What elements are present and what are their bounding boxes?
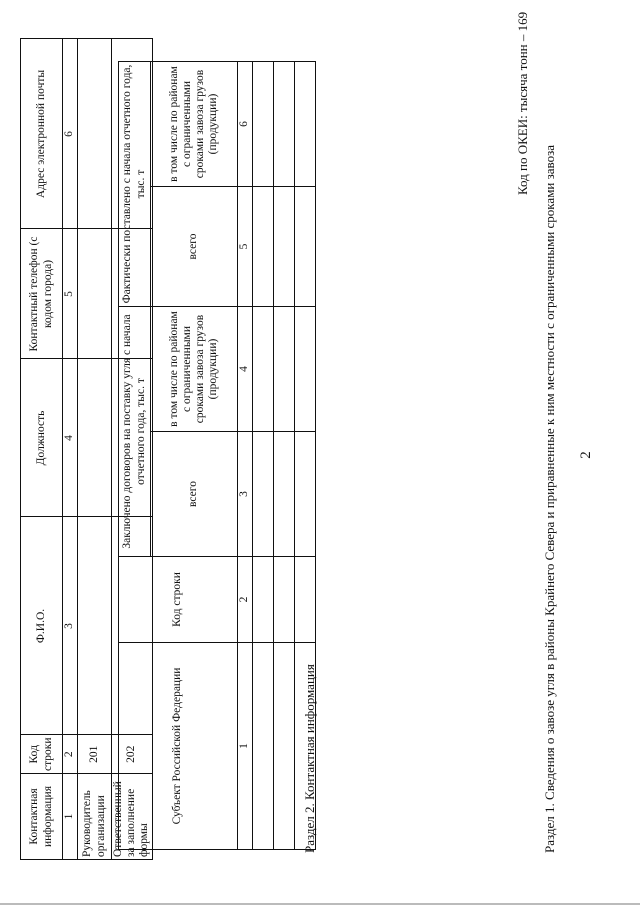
table-cell[interactable] xyxy=(274,557,295,643)
column-number: 3 xyxy=(63,517,78,735)
table-cell[interactable] xyxy=(274,187,295,307)
column-numbers-row xyxy=(238,62,253,850)
table-cell[interactable] xyxy=(253,432,274,557)
header-email: Адрес электронной почты xyxy=(21,39,63,229)
column-number: 5 xyxy=(63,229,78,359)
section1-title: Раздел 1. Сведения о завозе угля в районы Крайнего Севера и приравненные к ним местности с ограниченными сроками завоза xyxy=(542,145,557,853)
full-name-cell[interactable] xyxy=(78,517,112,735)
section2-title: Раздел 2. Контактная информация xyxy=(302,664,317,853)
table-cell[interactable] xyxy=(274,643,295,850)
email-cell[interactable] xyxy=(78,39,112,229)
table-cell[interactable] xyxy=(253,307,274,432)
column-numbers-row xyxy=(63,39,78,860)
table-cell[interactable] xyxy=(253,557,274,643)
header-row-code: Код строки xyxy=(21,735,63,774)
column-number: 6 xyxy=(63,39,78,229)
column-number: 1 xyxy=(63,774,78,860)
header-phone: Контактный телефон (с кодом города) xyxy=(21,229,63,359)
table-cell[interactable] xyxy=(253,187,274,307)
table-cell[interactable] xyxy=(253,62,274,187)
column-number: 5 xyxy=(238,187,253,307)
table-cell[interactable] xyxy=(274,62,295,187)
column-number: 2 xyxy=(63,735,78,774)
header-row-code: Код строки xyxy=(119,557,238,643)
okei-code: Код по ОКЕИ: тысяча тонн – 169 xyxy=(515,11,530,195)
header-delivered-limited: в том числе по районам с ограниченными сроками завоза грузов (продукции) xyxy=(151,62,238,187)
position-cell[interactable] xyxy=(112,359,153,517)
table-cell[interactable] xyxy=(274,307,295,432)
table-row xyxy=(78,39,112,860)
header-delivered-total: всего xyxy=(151,187,238,307)
header-position: Должность xyxy=(21,359,63,517)
header-contracted-limited: в том числе по районам с ограниченными сроками завоза грузов (продукции) xyxy=(151,307,238,432)
table-row xyxy=(112,39,153,860)
row-label-responsible: Ответственный за заполнение формы xyxy=(112,774,153,860)
column-number: 2 xyxy=(238,557,253,643)
column-number: 3 xyxy=(238,432,253,557)
table-cell[interactable] xyxy=(295,432,316,557)
table-cell[interactable] xyxy=(253,643,274,850)
header-contact-info: Контактная информация xyxy=(21,774,63,860)
header-delivered: Фактически поставлено с начала отчетного года, тыс. т xyxy=(119,62,151,307)
table-cell[interactable] xyxy=(274,432,295,557)
table-row xyxy=(253,62,274,850)
table-cell[interactable] xyxy=(295,62,316,187)
column-number: 1 xyxy=(238,643,253,850)
row-code: 202 xyxy=(112,735,153,774)
table-cell[interactable] xyxy=(295,187,316,307)
row-code: 201 xyxy=(78,735,112,774)
position-cell[interactable] xyxy=(78,359,112,517)
column-number: 4 xyxy=(238,307,253,432)
header-full-name: Ф.И.О. xyxy=(21,517,63,735)
row-label-head: Руководитель организации xyxy=(78,774,112,860)
header-subject: Субъект Российской Федерации xyxy=(119,643,238,850)
phone-cell[interactable] xyxy=(78,229,112,359)
page-number: 2 xyxy=(578,451,594,459)
table-cell[interactable] xyxy=(295,557,316,643)
table-row xyxy=(274,62,295,850)
header-contracted: Заключено договоров на поставку угля с начала отчетного года, тыс. т xyxy=(119,307,151,557)
section2-table xyxy=(20,38,153,860)
email-cell[interactable] xyxy=(112,39,153,229)
phone-cell[interactable] xyxy=(112,229,153,359)
full-name-cell[interactable] xyxy=(112,517,153,735)
column-number: 6 xyxy=(238,62,253,187)
table-cell[interactable] xyxy=(295,307,316,432)
column-number: 4 xyxy=(63,359,78,517)
header-contracted-total: всего xyxy=(151,432,238,557)
